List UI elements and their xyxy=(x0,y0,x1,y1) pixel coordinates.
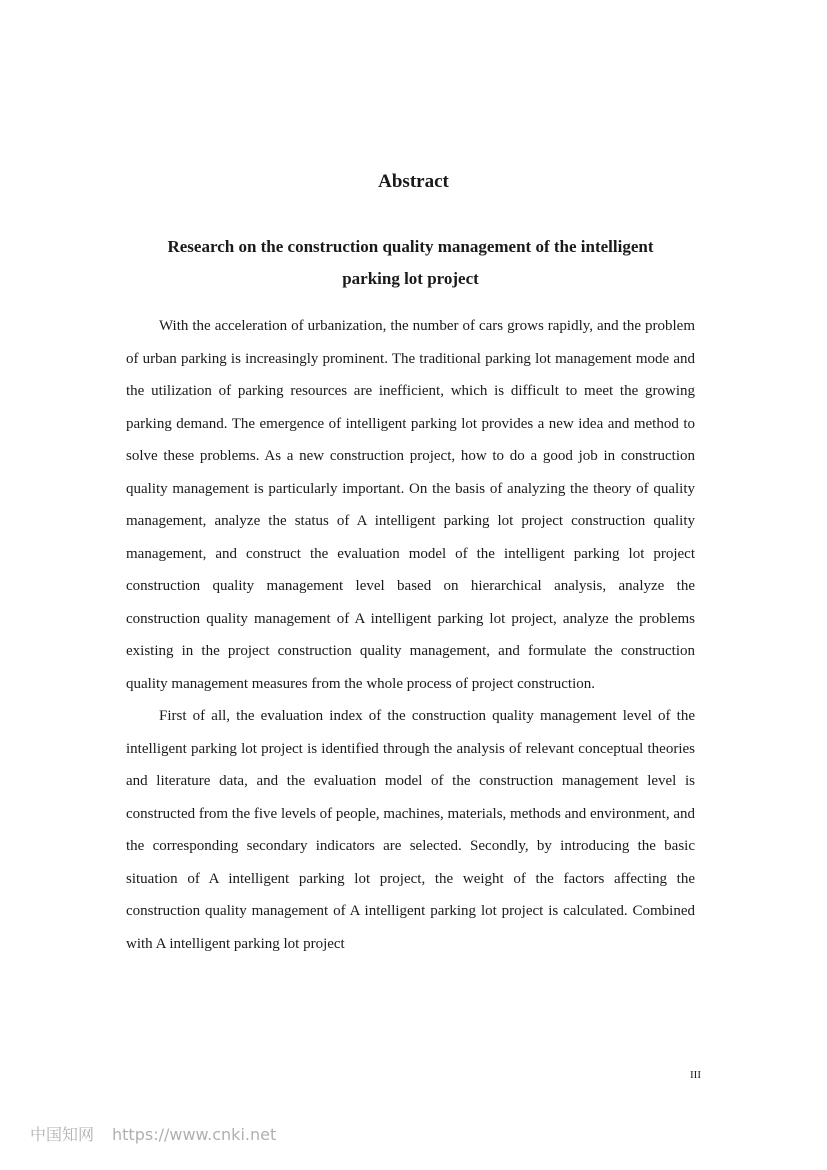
abstract-paragraph-1: With the acceleration of urbanization, the number of cars grows rapidly, and the problem of urban parking is increasingly prominent. The traditional parking lot management mode and the utilization of parking resources are inefficient, which is difficult to meet the growing parking demand. The emergence of intelligent parking lot provides a new idea and method to solve these problems. As a new construction project, how to do a good job in construction quality management is particularly important. On the basis of analyzing the theory of quality management, analyze the status of A intelligent parking lot project construction quality management, and construct the evaluation model of the intelligent parking lot project construction quality management level based on hierarchical analysis, analyze the construction quality management of A intelligent parking lot project, analyze the problems existing in the project construction quality management, and formulate the construction quality management measures from the whole process of project construction. xyxy=(126,318,695,692)
paper-title xyxy=(126,231,695,295)
paper-title-line-2: parking lot project xyxy=(342,269,479,288)
abstract-body xyxy=(126,310,695,960)
cnki-watermark xyxy=(30,1124,276,1146)
page-number: III xyxy=(690,1069,701,1081)
abstract-paragraph-2: First of all, the evaluation index of the construction quality management level of the intelligent parking lot project is identified through the analysis of relevant conceptual theories and literature data, and the evaluation model of the construction management level is constructed from the five levels of people, machines, materials, methods and environment, and the corresponding secondary indicators are selected. Secondly, by introducing the basic situation of A intelligent parking lot project, the weight of the factors affecting the construction quality management of A intelligent parking lot project is calculated. Combined with A intelligent parking lot project xyxy=(126,708,695,952)
abstract-heading: Abstract xyxy=(378,171,449,192)
paper-title-line-1: Research on the construction quality management of the intelligent xyxy=(167,237,654,256)
watermark-brand: 中国知网 xyxy=(30,1125,95,1144)
watermark-url: https://www.cnki.net xyxy=(112,1125,277,1144)
